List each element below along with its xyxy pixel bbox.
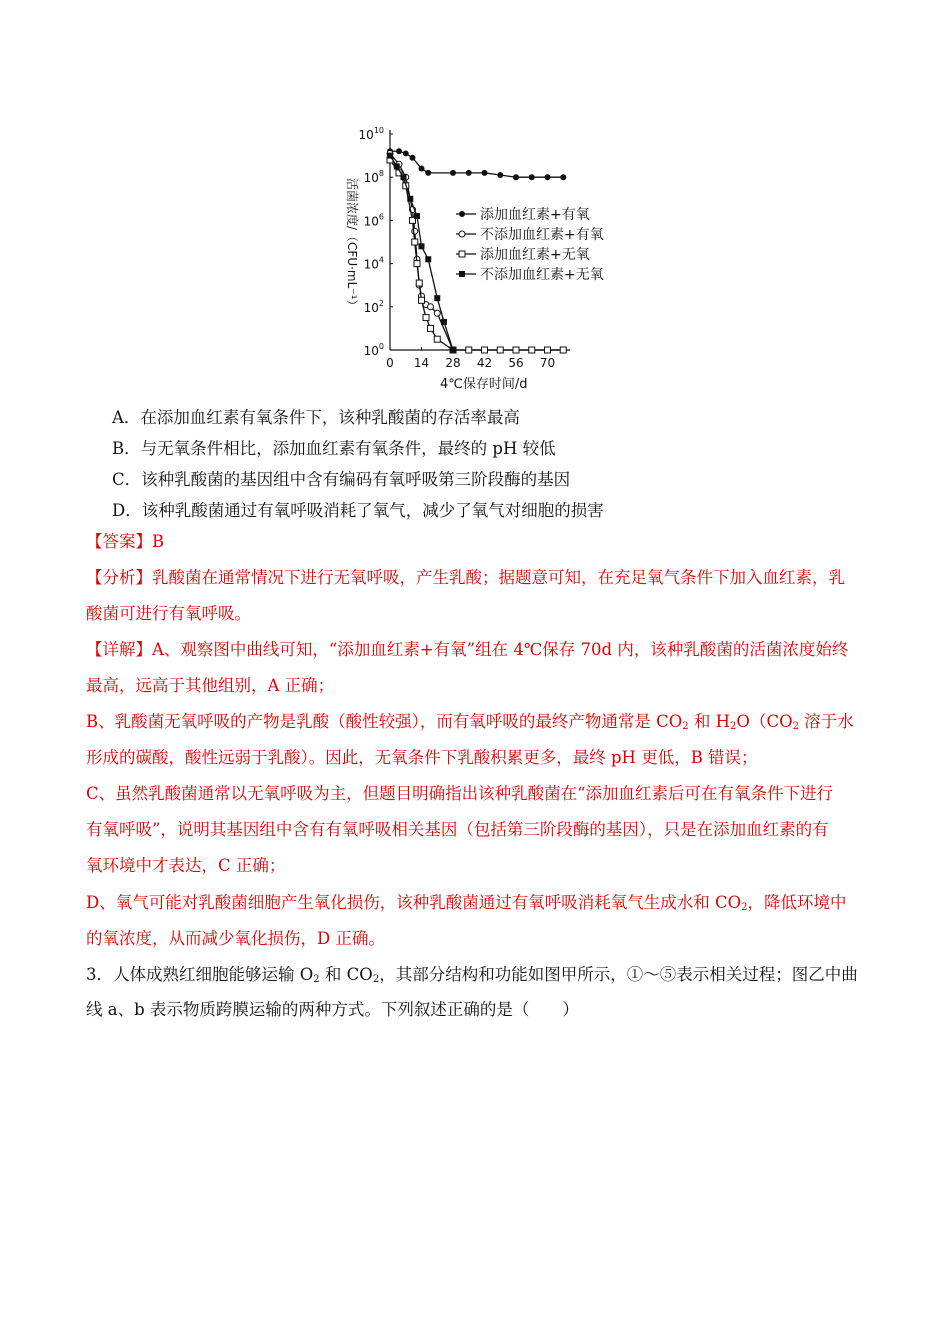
data-point [441,319,447,325]
subscript-2: 2 [741,902,748,913]
detail-b-text-1: B、乳酸菌无氧呼吸的产物是乳酸（酸性较强），而有氧呼吸的最终产物通常是 CO [86,712,683,731]
detail-b-text-2: 和 H [688,712,731,731]
data-point [416,280,422,286]
option-a [112,408,520,428]
detail-d-text-2: ，降低环境中 [747,893,847,912]
data-point [513,174,519,180]
data-point [545,347,551,353]
legend-label: 添加血红素+无氧 [480,247,590,263]
subscript-2: 2 [313,974,320,985]
detail-b-text-3: O（CO [736,712,793,731]
detail-d-line-2: 的氧浓度，从而减少氧化损伤，D 正确。 [86,929,385,948]
series-line [390,151,563,177]
data-point [545,174,551,180]
subscript-2: 2 [682,721,689,732]
question-3-line-2: 线 a、b 表示物质跨膜运输的两种方式。下列叙述正确的是（ ） [86,1000,579,1019]
data-point [497,347,503,353]
y-tick-label: $10^2$ [363,298,384,315]
data-point [419,297,425,303]
x-tick-label: 14 [413,356,430,370]
data-point [459,211,465,217]
y-tick-label: $10^4$ [363,255,384,272]
detail-d-text-1: D、氧气可能对乳酸菌细胞产生氧化损伤，该种乳酸菌通过有氧呼吸消耗氧气生成水和 CO [86,893,742,912]
option-a-letter: A． [112,408,141,427]
survival-chart [338,118,628,396]
data-point [423,315,429,321]
data-point [412,228,418,234]
series-1 [387,148,566,180]
data-point [529,174,535,180]
q3-text-3: ，其部分结构和功能如图甲所示，①～⑤表示相关过程；图乙中曲 [379,965,858,984]
data-point [396,148,402,154]
option-b-text: 与无氧条件相比，添加血红素有氧条件，最终的 pH 较低 [140,439,556,458]
data-point [459,251,465,257]
data-point [425,170,431,176]
data-point [419,243,425,249]
data-point [434,310,440,316]
x-tick-label: 56 [508,356,524,370]
q3-text-1: 3．人体成熟红细胞能够运输 O [86,965,314,984]
data-point [560,347,566,353]
data-point [459,271,465,277]
data-point [410,155,416,161]
chart-legend [456,207,604,283]
y-axis-label: 活菌浓度/（CFU·mL⁻¹） [345,178,359,312]
legend-entry [456,227,604,243]
legend-entry [456,247,590,263]
analysis-line-2: 酸菌可进行有氧呼吸。 [86,604,251,623]
legend-label: 不添加血红素+有氧 [480,227,604,243]
subscript-2: 2 [372,974,380,985]
detail-b-text-4: 溶于水 [798,712,854,731]
data-point [387,153,393,159]
data-point [482,170,488,176]
data-point [560,174,566,180]
detail-b-line-2: 形成的碳酸，酸性远弱于乳酸）。因此，无氧条件下乳酸积累更多，最终 pH 更低，B 错误； [86,748,758,767]
analysis-line-1: 【分析】乳酸菌在通常情况下进行无氧呼吸，产生乳酸；据题意可知，在充足氧气条件下加入血红素，乳 [86,568,845,587]
data-point [419,166,425,172]
x-tick-label: 70 [539,356,556,370]
legend-label: 添加血红素+有氧 [480,207,590,223]
data-point [407,196,413,202]
option-a-text: 在添加血红素有氧条件下，该种乳酸菌的存活率最高 [140,408,520,427]
data-point [394,163,400,169]
detail-line-1: 【详解】A、观察图中曲线可知，“添加血红素+有氧”组在 4℃保存 70d 内，该种乳酸菌的活菌浓度始终 [86,640,849,659]
series-4 [387,153,456,353]
x-axis-label: 4℃保存时间/d [440,377,528,392]
y-tick-label: $10^6$ [363,212,384,229]
option-b-letter: B． [112,439,141,458]
data-point [513,347,519,353]
data-point [482,347,488,353]
legend-entry [456,267,604,283]
data-point [529,347,535,353]
detail-c-line-2: 有氧呼吸”，说明其基因组中含有有氧呼吸相关基因（包括第三阶段酶的基因），只是在添加血红素的有 [86,820,829,839]
y-tick-label: $10^8$ [363,169,384,186]
data-point [434,336,440,342]
data-point [450,170,456,176]
option-c [112,470,570,490]
x-tick-label: 0 [386,356,394,370]
option-c-letter: C． [112,470,142,489]
y-tick-label: $10^0$ [363,342,384,358]
detail-d-line-1 [86,893,847,913]
subscript-2: 2 [792,721,799,732]
data-point [466,347,472,353]
data-point [401,174,407,180]
data-point [428,325,434,331]
option-c-text: 该种乳酸菌的基因组中含有编码有氧呼吸第三阶段酶的基因 [141,470,571,489]
legend-entry [456,207,590,223]
data-point [428,304,434,310]
x-tick-labels [386,356,555,370]
data-point [497,172,503,178]
data-point [434,295,440,301]
detail-c-line-3: 氧环境中才表达，C 正确； [86,856,286,875]
option-d-letter: D． [112,501,142,520]
y-tick-label: $10^{10}$ [358,126,384,142]
x-tick-label: 28 [445,356,461,370]
x-tick-label: 42 [476,356,493,370]
data-point [459,231,465,237]
data-point [425,256,431,262]
option-d [112,501,604,521]
data-point [466,170,472,176]
option-d-text: 该种乳酸菌通过有氧呼吸消耗了氧气，减少了氧气对细胞的损害 [141,501,604,520]
subscript-2: 2 [730,721,737,732]
data-point [403,150,409,156]
data-point [412,239,418,245]
question-3-line-1 [86,965,858,985]
data-point [414,261,420,267]
detail-line-2: 最高，远高于其他组别，A 正确； [86,676,335,695]
detail-b-line-1 [86,712,854,732]
data-point [450,347,456,353]
legend-label: 不添加血红素+无氧 [480,267,604,283]
answer-line: 【答案】B [86,532,165,551]
data-point [414,213,420,219]
q3-text-2: 和 CO [319,965,373,984]
option-b [112,439,556,459]
detail-c-line-1: C、虽然乳酸菌通常以无氧呼吸为主，但题目明确指出该种乳酸菌在“添加血红素后可在有氧条件下进行 [86,784,834,803]
y-tick-labels [359,126,384,358]
